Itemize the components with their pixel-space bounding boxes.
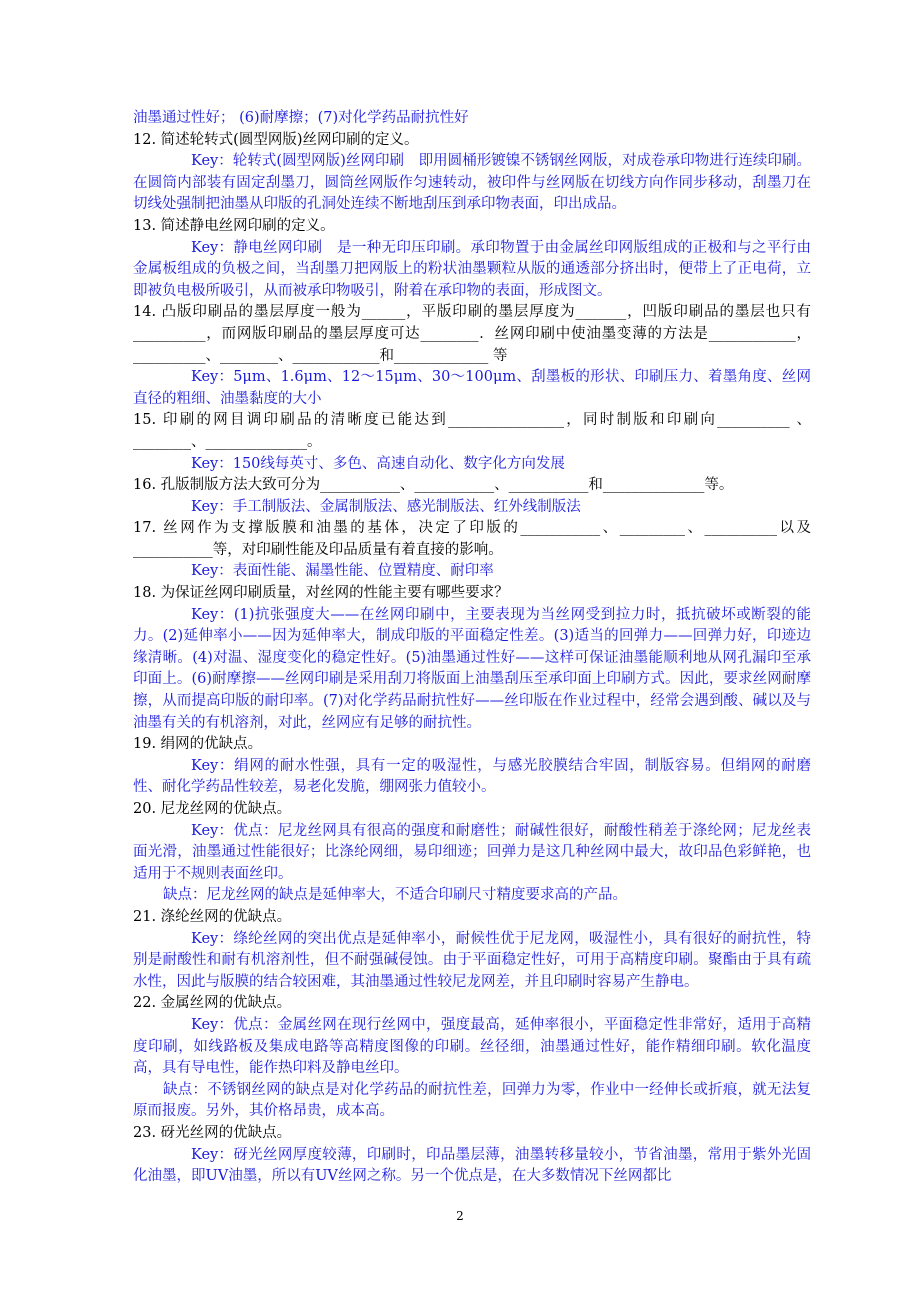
answer-paragraph: Key：绦纶丝网的突出优点是延伸率小，耐候性优于尼龙网，吸湿性小，具有很好的耐抗性，特别是耐酸性和耐有机溶剂性，但不耐强碱侵蚀。由于平面稳定性好，可用于高精度印刷。聚酯由于具有疏水性，因此与版膜的结合较困难，其油墨通过性较尼龙网差，并且印刷时容易产生静电。 — [133, 930, 811, 990]
answer-paragraph: Key：手工制版法、金属制版法、感光制版法、红外线制版法 — [191, 498, 581, 515]
answer-paragraph: 缺点：不锈钢丝网的缺点是对化学药品的耐抗性差，回弹力为零，作业中一经伸长或折痕，就无法复原而报废。另外，其价格昂贵，成本高。 — [133, 1081, 811, 1120]
answer-paragraph: 缺点：尼龙丝网的缺点是延伸率大，不适合印刷尺寸精度要求高的产品。 — [163, 887, 627, 904]
page-number: 2 — [456, 1209, 464, 1223]
question-paragraph: 12. 简述轮转式(圆型网版)丝网印刷的定义。 — [133, 131, 419, 148]
question-paragraph: 13. 简述静电丝网印刷的定义。 — [133, 217, 335, 234]
answer-paragraph: Key：(1)抗张强度大——在丝网印刷中，主要表现为当丝网受到拉力时，抵抗破坏或断裂的能力。(2)延伸率小——因为延伸率大，制成印版的平面稳定性差。(3)适当的回弹力——回弹力好，印迹边缘清晰。(4)对温、湿度变化的稳定性好。(5)油墨通过性好——这样可保证油墨能顺利地从网孔漏印至承印面上。(6)耐摩擦——丝网印刷是采用刮刀将版面上油墨刮压至承印面上印刷方式。因此，要求丝网耐摩擦，从而提高印版的耐印率。(7)对化学药品耐抗性好——丝印版在作业过程中，经常会遇到酸、碱以及与油墨有关的有机溶剂，对此，丝网应有足够的耐抗性。 — [133, 606, 811, 731]
answer-paragraph: Key：表面性能、漏墨性能、位置精度、耐印率 — [191, 563, 494, 580]
question-paragraph: 23. 砑光丝网的优缺点。 — [133, 1124, 292, 1141]
question-paragraph: 14. 凸版印刷品的墨层厚度一般为______，平版印刷的墨层厚度为_______，凹版印刷品的墨层也只有__________，而网版印刷品的墨层厚度可达________．丝网印刷中使油墨变薄的方法是____________，__________、________、____________和_____________ 等 — [133, 304, 811, 364]
answer-paragraph: Key：绢网的耐水性强，具有一定的吸湿性，与感光胶膜结合牢固，制版容易。但绢网的耐磨性、耐化学药品性较差，易老化发脆，绷网张力值较小。 — [133, 757, 811, 796]
question-paragraph: 21. 涤纶丝网的优缺点。 — [133, 908, 292, 925]
question-paragraph: 20. 尼龙丝网的优缺点。 — [133, 801, 292, 817]
answer-paragraph: Key：优点：金属丝网在现行丝网中，强度最高，延伸率很小，平面稳定性非常好，适用于高精度印刷，如线路板及集成电路等高精度图像的印刷。丝径细，油墨通过性好，能作精细印刷。软化温度高，具有导电性，能作热印料及静电丝印。 — [133, 1016, 811, 1077]
answer-paragraph: Key：砑光丝网厚度较薄，印刷时，印品墨层薄，油墨转移量较小，节省油墨，常用于紫外光固化油墨，即UV油墨，所以有UV丝网之称。另一个优点是，在大多数情况下丝网都比 — [133, 1146, 811, 1185]
answer-paragraph: Key：静电丝网印刷 是一种无印压印刷。承印物置于由金属丝印网版组成的正极和与之平行由金属板组成的负极之间，当刮墨刀把网版上的粉状油墨颗粒从版的通透部分挤出时，便带上了正电荷，立即被负电极所吸引，从而被承印物吸引，附着在承印物的表面，形成图文。 — [133, 239, 811, 299]
question-paragraph: 16. 孔版制版方法大致可分为___________、___________、___________和______________等。 — [133, 477, 734, 494]
question-paragraph: 17. 丝网作为支撑版膜和油墨的基体，决定了印版的___________、_________、__________以及___________等，对印刷性能及印品质量有着直接的影响。 — [133, 520, 811, 558]
document-body — [133, 108, 811, 1188]
question-paragraph: 22. 金属丝网的优缺点。 — [133, 995, 292, 1012]
question-paragraph: 15. 印刷的网目调印刷品的清晰度已能达到________________，同时制版和印刷向__________ 、________、______________。 — [133, 412, 811, 450]
answer-paragraph: Key：150线每英寸、多色、高速自动化、数字化方向发展 — [191, 455, 565, 472]
question-paragraph: 19. 绢网的优缺点。 — [133, 736, 263, 753]
question-paragraph: 18. 为保证丝网印刷质量，对丝网的性能主要有哪些要求？ — [133, 585, 509, 602]
answer-paragraph: Key：优点：尼龙丝网具有很高的强度和耐磨性；耐碱性很好，耐酸性稍差于涤纶网；尼龙丝表面光滑，油墨通过性能很好；比涤纶网细，易印细迹；回弹力是这几种丝网中最大，故印品色彩鲜艳，也适用于不规则表面丝印。 — [133, 822, 811, 882]
answer-paragraph: Key：轮转式(圆型网版)丝网印刷 即用圆桶形镀镍不锈钢丝网版，对成卷承印物进行连续印刷。在圆筒内部装有固定刮墨刀，圆筒丝网版作匀速转动，被印件与丝网版在切线方向作同步移动，刮墨刀在切线处强制把油墨从印版的孔洞处连续不断地刮压到承印物表面，印出成品。 — [133, 153, 811, 213]
answer-paragraph: 油墨通过性好； (6)耐摩擦；(7)对化学药品耐抗性好 — [133, 110, 469, 126]
answer-paragraph: Key：5μm、1.6μm、12～15μm、30～100μm、刮墨板的形状、印刷压力、着墨角度、丝网直径的粗细、油墨黏度的大小 — [133, 369, 811, 407]
